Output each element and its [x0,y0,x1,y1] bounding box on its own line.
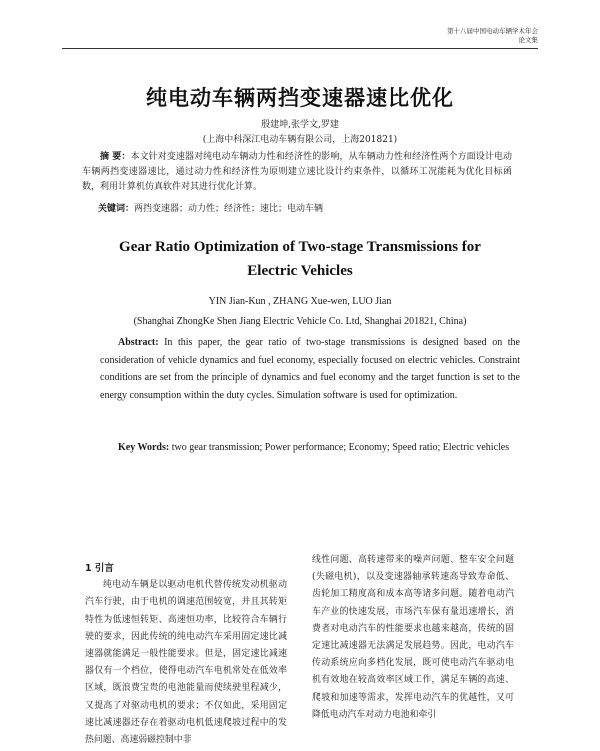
english-keywords-text: two gear transmission; Power performance; Economy; Speed ratio; Electric vehicles [169,442,510,453]
english-title-line2: Electric Vehicles [247,263,353,279]
running-header-line1: 第十八届中国电动车辆学术年会 [447,27,538,35]
english-keywords-label: Key Words: [118,442,170,453]
english-abstract [100,334,520,404]
english-title-line1: Gear Ratio Optimization of Two-stage Transmissions for [119,239,481,255]
running-header-line2: 论文集 [518,36,538,44]
chinese-keywords-label: 关键词： [98,204,135,214]
english-affiliation: (Shanghai ZhongKe Shen Jiang Electric Vehicle Co. Ltd, Shanghai 201821, China) [133,316,467,327]
english-keywords [118,440,520,456]
chinese-abstract-text: 本文针对变速器对纯电动车辆动力性和经济性的影响，从车辆动力性和经济性两个方面设计电动车辆两挡变速器速比，通过动力性和经济性为原则建立速比设计约束条件，以循环工况能耗为优化目标函数，利用计算机仿真软件对其进行优化计算。 [82,152,512,192]
english-abstract-text: In this paper, the gear ratio of two-stage transmissions is designed based on the consideration of vehicle dynamics and fuel economy, especially focused on electric vehicles. Constraint conditions are set from the principle of dynamics and fuel economy and the target function is set to the energy consumption within the duty cycles. Simulation software is used for optimization. [100,337,520,401]
body-left-column [85,560,287,749]
chinese-authors: 殷建坤,张学文,罗建 [261,120,339,130]
chinese-affiliation: (上海中科深江电动车辆有限公司，上海201821) [202,135,398,145]
chinese-abstract [82,150,512,195]
chinese-title: 纯电动车辆两挡变速器速比优化 [146,86,454,110]
header-divider [62,48,538,49]
running-header [418,27,538,45]
english-abstract-label: Abstract: [118,337,159,348]
chinese-keywords [98,201,518,214]
chinese-keywords-text: 两挡变速器；动力性；经济性；速比；电动车辆 [134,204,324,214]
body-right-column [312,552,514,724]
section-heading: 1 引言 [85,563,114,574]
english-authors: YIN Jian-Kun , ZHANG Xue-wen, LUO Jian [208,296,392,307]
right-column-text: 线性问题、高转速带来的噪声问题、整车安全问题(失磁电机)，以及变速器轴承转速高导致寿命低、齿轮加工精度高和成本高等诸多问题。随着电动汽车产业的快速发展，市场汽车保有量迅速增长，消费者对电动汽车的性能要求也越来越高，传统的固定速比减速器无法满足发展趋势。因此，电动汽车传动系统应向多档化发展，既可使电动汽车驱动电机有效地在较高效率区域工作，满足车辆的高速、爬坡和加速等需求，发挥电动汽车的优越性，又可降低电动汽车对动力电池和牵引 [312,555,514,720]
english-title [0,235,600,283]
chinese-abstract-label: 摘 要： [100,152,131,162]
left-column-text: 纯电动车辆是以驱动电机代替传统发动机驱动汽车行驶，由于电机的调速范围较宽，并且其转矩特性为低速恒转矩、高速恒功率，比较符合车辆行驶的要求，因此传统的纯电动汽车采用固定速比减速器就能满足一般性能要求。但是，固定速比减速器仅有一个档位，使得电动汽车电机常处在低效率区域，既浪费宝贵的电池能量而使续驶里程减少，又提高了对驱动电机的要求；不仅如此，采用固定速比减速器还存在着驱动电机低速爬坡过程中的发热问题、高速弱磁控制中非 [85,580,287,746]
